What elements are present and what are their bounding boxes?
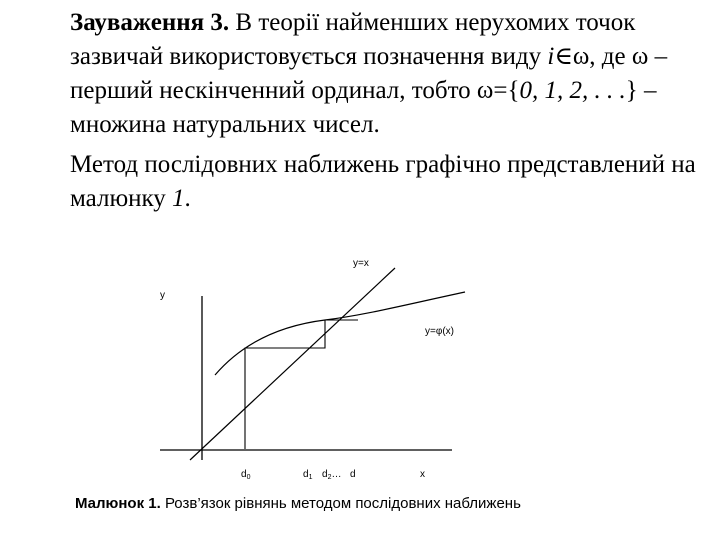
y-axis-label: y (160, 290, 165, 301)
identity-line (190, 268, 395, 460)
natural-set-items: 0, 1, 2, . . . (519, 77, 626, 104)
remark-text-b: , де ω – перший нескінченний ординал, тобто ω={ (70, 43, 668, 104)
tick-d1-letter: d (303, 469, 309, 480)
tick-d: d (350, 469, 356, 480)
figure-reference: 1 (172, 185, 185, 212)
tick-d2-letter: d (322, 469, 328, 480)
x-axis-label: x (420, 469, 425, 480)
method-text-b: . (184, 185, 191, 212)
tick-d0-letter: d (241, 469, 247, 480)
method-text-a: Метод послідовних наближень графічно представлений на малюнку (70, 151, 696, 212)
identity-line-label: y=x (353, 258, 369, 269)
tick-d2-sub: 2 (327, 474, 332, 481)
caption-text: Розв’язок рівнянь методом послідовних наближень (160, 495, 521, 512)
remark-text-a: В теорії найменших нерухомих точок зазвичай використовується позначення виду (70, 9, 636, 70)
remark-label: Зауваження 3. (70, 9, 230, 36)
tick-d0 (241, 469, 251, 481)
tick-d2 (322, 469, 341, 481)
tick-d1 (303, 469, 313, 481)
index-variable: i (547, 43, 555, 70)
caption-label: Малюнок 1. (75, 495, 161, 512)
remark-text-c: } – множина натуральних чисел. (70, 77, 657, 138)
tick-d1-sub: 1 (308, 474, 313, 481)
iteration-staircase (245, 320, 358, 449)
tick-d0-sub: 0 (246, 474, 251, 481)
tick-dots: … (331, 469, 342, 480)
figure-caption (75, 494, 695, 514)
curve-label: y=φ(x) (425, 326, 454, 337)
in-omega: ∈ω (554, 43, 590, 70)
